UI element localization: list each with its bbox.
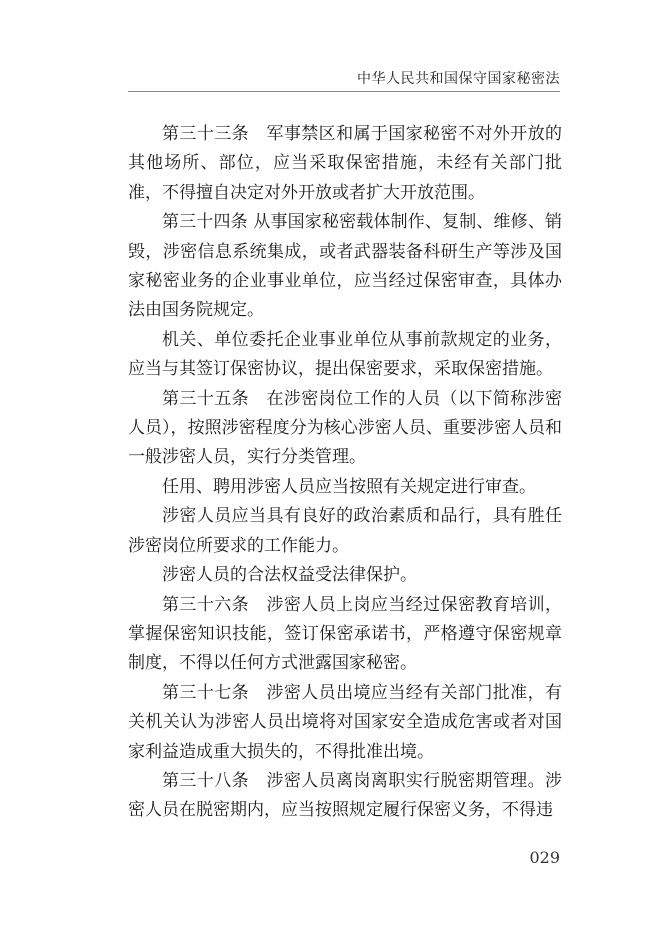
paragraph: 任用、聘用涉密人员应当按照有关规定进行审查。	[162, 476, 536, 497]
page-number: 029	[529, 848, 560, 867]
paragraph: 涉密人员应当具有良好的政治素质和品行，具有胜任涉密岗位所要求的工作能力。	[128, 506, 562, 556]
paragraph: 涉密人员的合法权益受法律保护。	[162, 565, 417, 586]
paragraph: 第三十四条 从事国家秘密载体制作、复制、维修、销毁，涉密信息系统集成，或者武器装备科研生产等涉及国家秘密业务的企业事业单位，应当经过保密审查，具体办法由国务院规定。	[128, 212, 562, 321]
header-divider	[128, 91, 560, 92]
paragraph: 第三十三条 军事禁区和属于国家秘密不对外开放的其他场所、部位，应当采取保密措施，未经有关部门批准，不得擅自决定对外开放或者扩大开放范围。	[128, 124, 562, 203]
paragraph: 第三十七条 涉密人员出境应当经有关部门批准，有关机关认为涉密人员出境将对国家安全造成危害或者对国家利益造成重大损失的，不得批准出境。	[128, 682, 562, 762]
paragraph: 第三十六条 涉密人员上岗应当经过保密教育培训，掌握保密知识技能，签订保密承诺书，严格遵守保密规章制度，不得以任何方式泄露国家秘密。	[128, 594, 562, 674]
running-header: 中华人民共和国保守国家秘密法	[357, 71, 560, 87]
paragraph: 第三十八条 涉密人员离岗离职实行脱密期管理。涉密人员在脱密期内，应当按照规定履行保密义务，不得违	[128, 770, 562, 821]
body-text	[128, 120, 562, 826]
paragraph: 第三十五条 在涉密岗位工作的人员（以下简称涉密人员），按照涉密程度分为核心涉密人员、重要涉密人员和一般涉密人员，实行分类管理。	[128, 388, 562, 468]
paragraph: 机关、单位委托企业事业单位从事前款规定的业务，应当与其签订保密协议，提出保密要求，采取保密措施。	[128, 329, 562, 380]
